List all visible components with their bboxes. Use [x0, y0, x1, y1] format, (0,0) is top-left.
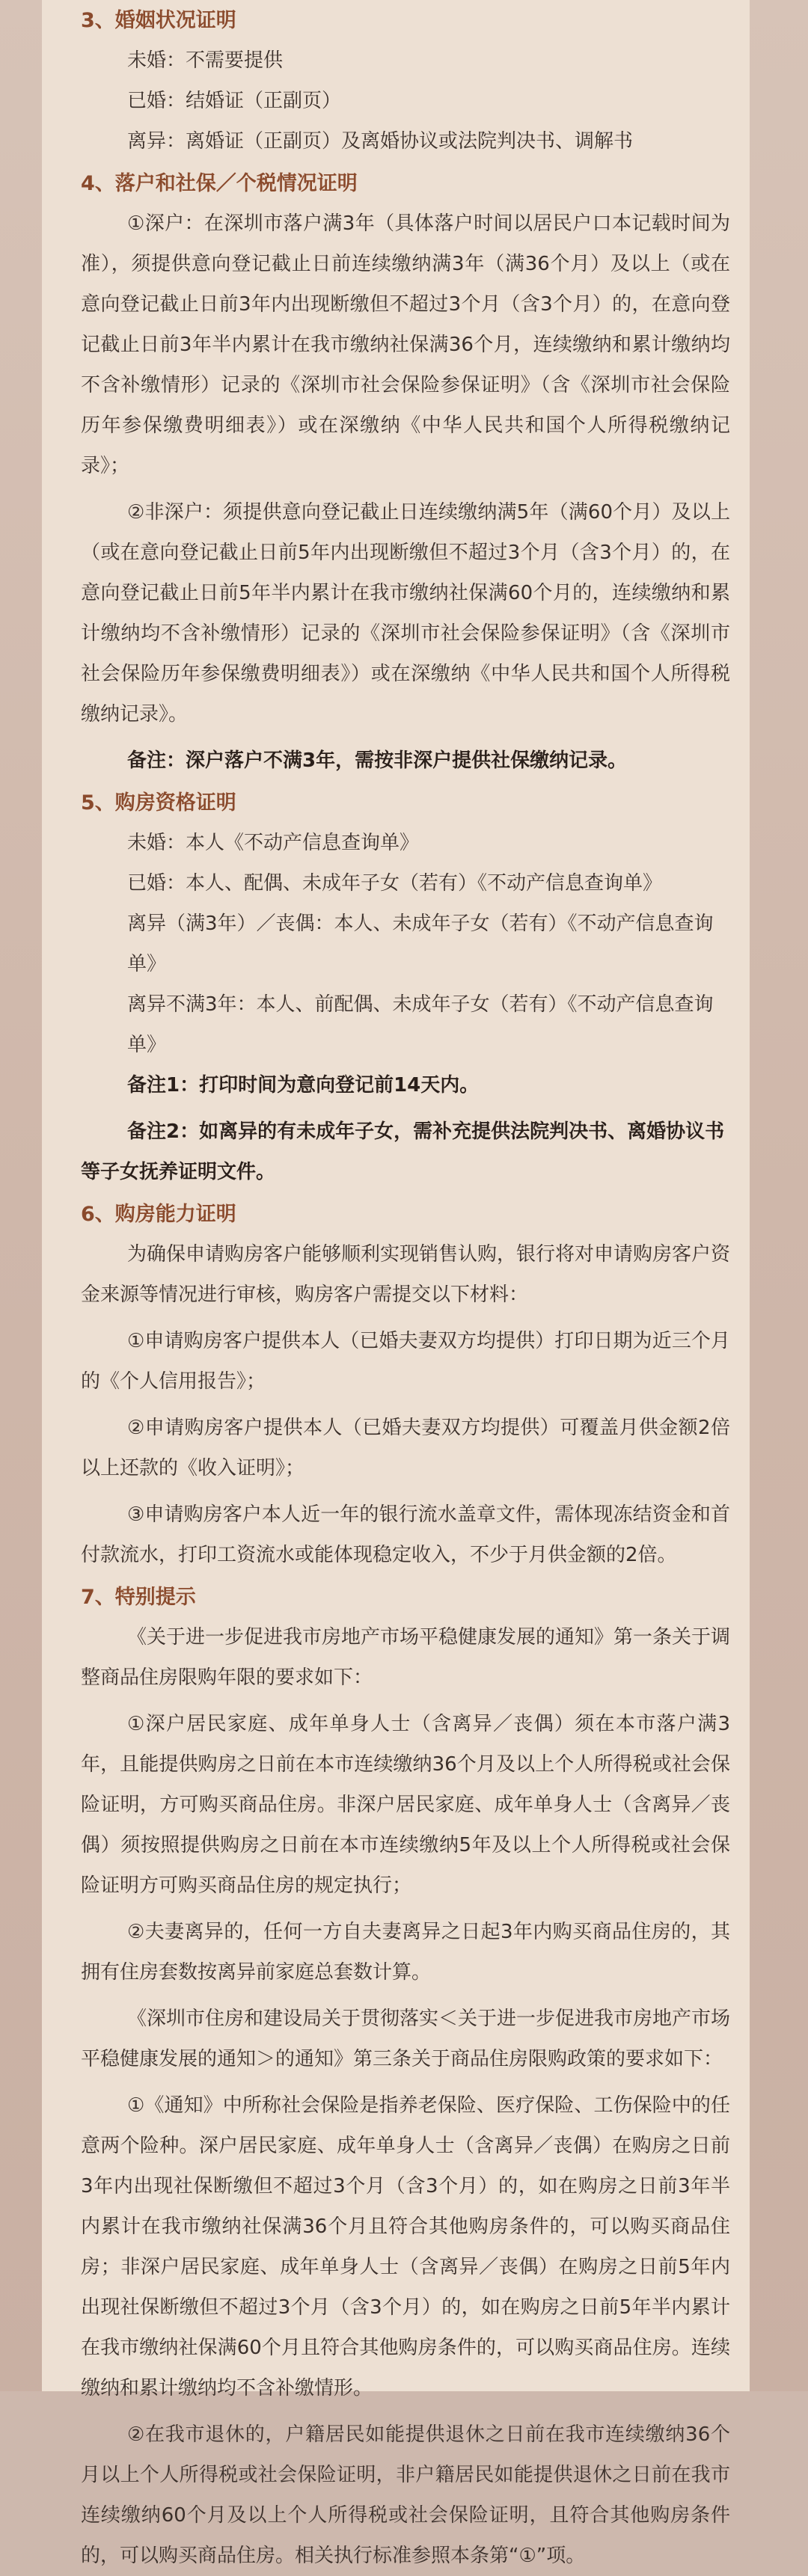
section-title-purchase-qualification: 5、购房资格证明 [81, 791, 236, 815]
list-item: 已婚：结婚证（正副页） [127, 90, 342, 112]
paragraph: ①申请购房客户提供本人（已婚夫妻双方均提供）打印日期为近三个月的《个人信用报告》； [81, 1330, 730, 1393]
section-title-purchase-ability: 6、购房能力证明 [81, 1203, 236, 1226]
paragraph: ②夫妻离异的，任何一方自夫妻离异之日起3年内购买商品住房的，其拥有住房套数按离异前家庭总套数计算。 [81, 1921, 730, 1984]
list-item: 离异：离婚证（正副页）及离婚协议或法院判决书、调解书 [127, 130, 634, 153]
paragraph: ②在我市退休的，户籍居民如能提供退休之日前在我市连续缴纳36个月以上个人所得税或社会保险证明，非户籍居民如能提供退休之日前在我市连续缴纳60个月及以上个人所得税或社会保险证明，且符合其他购房条件的，可以购买商品住房。相关执行标准参照本条第“①”项。 [81, 2423, 730, 2567]
section-title-marriage: 3、婚姻状况证明 [81, 9, 236, 32]
paragraph: 《关于进一步促进我市房地产市场平稳健康发展的通知》第一条关于调整商品住房限购年限的要求如下： [81, 1626, 731, 1689]
note: 备注2：如离异的有未成年子女，需补充提供法院判决书、离婚协议书等子女抚养证明文件。 [81, 1120, 725, 1183]
section-title-special-notice: 7、特别提示 [81, 1586, 196, 1609]
list-item: 未婚：本人《不动产信息查询单》 [127, 832, 420, 854]
list-item: 未婚：不需要提供 [127, 49, 284, 72]
list-item: 已婚：本人、配偶、未成年子女（若有）《不动产信息查询单》 [127, 872, 663, 895]
paragraph: ②申请购房客户提供本人（已婚夫妻双方均提供）可覆盖月供金额2倍以上还款的《收入证明》； [81, 1417, 730, 1479]
document-panel [42, 0, 750, 2567]
section-title-social-security: 4、落户和社保／个税情况证明 [81, 172, 358, 195]
paragraph: 《深圳市住房和建设局关于贯彻落实＜关于进一步促进我市房地产市场平稳健康发展的通知＞的通知》第三条关于商品住房限购政策的要求如下： [81, 2008, 731, 2070]
list-item: 离异（满3年）／丧偶：本人、未成年子女（若有）《不动产信息查询单》 [127, 913, 714, 975]
note: 备注1：打印时间为意向登记前14天内。 [127, 1074, 480, 1097]
paragraph: 为确保申请购房客户能够顺利实现销售认购，银行将对申请购房客户资金来源等情况进行审核，购房客户需提交以下材料： [81, 1243, 731, 1306]
list-item: 离异不满3年：本人、前配偶、未成年子女（若有）《不动产信息查询单》 [127, 993, 714, 1056]
paragraph: ①《通知》中所称社会保险是指养老保险、医疗保险、工伤保险中的任意两个险种。深户居民家庭、成年单身人士（含离异／丧偶）在购房之日前3年内出现社保断缴但不超过3个月（含3个月）的，如在购房之日前3年半内累计在我市缴纳社保满36个月且符合其他购房条件的，可以购买商品住房；非深户居民家庭、成年单身人士（含离异／丧偶）在购房之日前5年内出现社保断缴但不超过3个月（含3个月）的，如在购房之日前5年半内累计在我市缴纳社保满60个月且符合其他购房条件的，可以购买商品住房。连续缴纳和累计缴纳均不含补缴情形。 [81, 2094, 730, 2399]
paragraph: ②非深户：须提供意向登记截止日连续缴纳满5年（满60个月）及以上（或在意向登记截止日前5年内出现断缴但不超过3个月（含3个月）的，在意向登记截止日前5年半内累计在我市缴纳社保满60个月的，连续缴纳和累计缴纳均不含补缴情形）记录的《深圳市社会保险参保证明》（含《深圳市社会保险历年参保缴费明细表》）或在深缴纳《中华人民共和国个人所得税缴纳记录》。 [81, 501, 730, 726]
note: 备注：深户落户不满3年，需按非深户提供社保缴纳记录。 [127, 749, 628, 772]
paragraph: ①深户：在深圳市落户满3年（具体落户时间以居民户口本记载时间为准），须提供意向登记截止日前连续缴纳满3年（满36个月）及以上（或在意向登记截止日前3年内出现断缴但不超过3个月（含3个月）的，在意向登记截止日前3年半内累计在我市缴纳社保满36个月，连续缴纳和累计缴纳均不含补缴情形）记录的《深圳市社会保险参保证明》（含《深圳市社会保险历年参保缴费明细表》）或在深缴纳《中华人民共和国个人所得税缴纳记录》； [81, 212, 730, 477]
paragraph: ③申请购房客户本人近一年的银行流水盖章文件，需体现冻结资金和首付款流水，打印工资流水或能体现稳定收入，不少于月供金额的2倍。 [81, 1503, 730, 1566]
paragraph: ①深户居民家庭、成年单身人士（含离异／丧偶）须在本市落户满3年，且能提供购房之日前在本市连续缴纳36个月及以上个人所得税或社会保险证明，方可购买商品住房。非深户居民家庭、成年单身人士（含离异／丧偶）须按照提供购房之日前在本市连续缴纳5年及以上个人所得税或社会保险证明方可购买商品住房的规定执行； [81, 1713, 730, 1897]
